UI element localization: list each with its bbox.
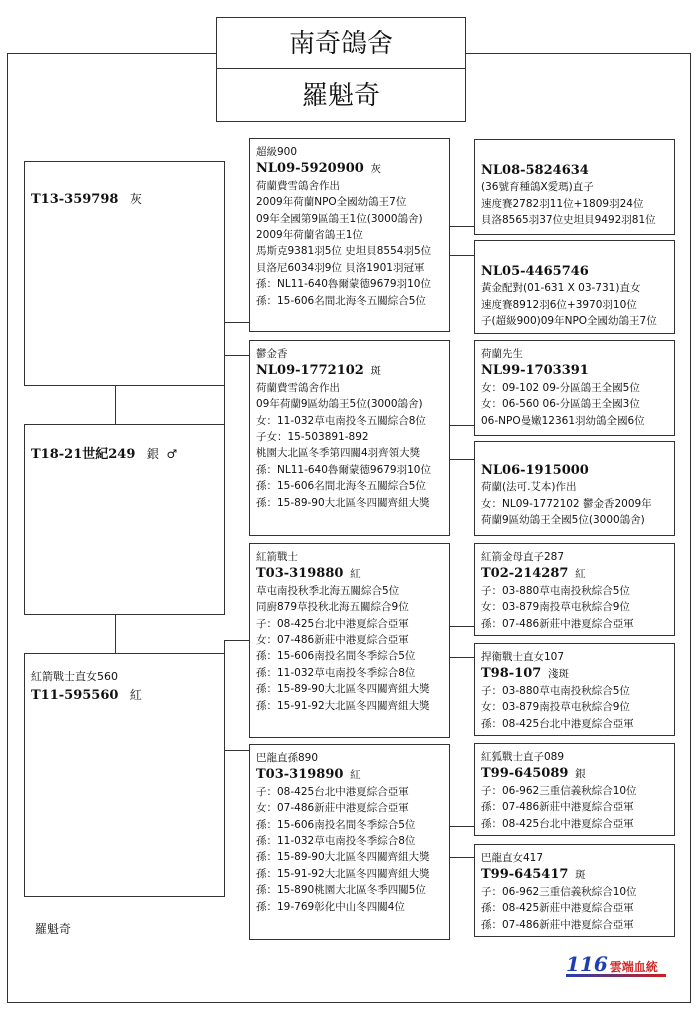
color-label: 銀 (575, 768, 586, 781)
dam-dam-card (249, 744, 450, 940)
note: 孫：NL11-640魯爾蒙德9679羽10位 (256, 278, 431, 291)
connector (224, 322, 250, 323)
sire-card (24, 161, 225, 386)
bird-title: 荷蘭先生 (481, 348, 523, 360)
color-label: 斑 (575, 869, 586, 882)
note: 子：03-880草屯南投秋綜合5位 (481, 584, 630, 597)
ring-number: NL09-1772102 (256, 363, 364, 379)
ring-number: T03-319890 (256, 767, 344, 783)
note: 子：08-425台北中港夏綜合亞軍 (256, 617, 409, 630)
ring-number: NL99-1703391 (481, 363, 589, 379)
ring-number: T11-595560 (31, 688, 119, 703)
bird-title: 巴龍直孫890 (256, 752, 319, 764)
note: 孫：08-425台北中港夏綜合亞軍 (481, 817, 634, 830)
note: 孫：07-486新莊中港夏綜合亞軍 (481, 918, 634, 931)
note: 孫：07-486新莊中港夏綜合亞軍 (481, 617, 634, 630)
note: 2009年荷蘭NPO全國幼鴿王7位 (256, 196, 407, 209)
note: 女：09-102 09-分區鴿王全國5位 (481, 381, 640, 394)
bird-title: 紅箭金母直子287 (481, 551, 565, 563)
color-label: 斑 (370, 365, 382, 378)
bird-name-title: 羅魁奇 (216, 68, 466, 122)
bird-title: 巴龍直女417 (481, 852, 544, 864)
connector (449, 425, 475, 426)
note: 桃園大北區冬季第四關4羽齊領大獎 (256, 447, 421, 460)
note: 孫：15-91-92大北區冬四關齊組大獎 (256, 867, 430, 880)
note: 孫：15-606名間北海冬五關綜合5位 (256, 294, 426, 307)
ring-number: NL05-4465746 (481, 264, 589, 279)
color-label: 紅 (350, 568, 361, 581)
ancestor-card-3 (474, 340, 675, 436)
color-label: 淺斑 (547, 668, 569, 681)
dam-card (24, 653, 225, 897)
note: 女：03-879南投草屯秋綜合9位 (481, 701, 630, 714)
bird-title: 超級900 (256, 146, 298, 158)
subject-card (24, 424, 225, 615)
ring-number: T99-645417 (481, 867, 569, 883)
footer-bird-name: 羅魁奇 (35, 922, 72, 936)
ancestor-card-6 (474, 643, 675, 736)
note: 速度賽2782羽11位+1809羽24位 (481, 197, 644, 210)
note: 2009年荷蘭省鴿王1位 (256, 229, 363, 242)
note: 孫：15-89-90大北區冬四關齊組大獎 (256, 851, 430, 864)
note: 子：06-962三重信義秋綜合10位 (481, 885, 637, 898)
color-label: 紅 (575, 568, 586, 581)
note: 子：03-880草屯南投秋綜合5位 (481, 684, 630, 697)
note: 孫：15-91-92大北區冬四關齊組大獎 (256, 699, 430, 712)
note: 荷蘭(法可.艾本)作出 (481, 481, 577, 494)
ring-number: T18-21世紀249 (31, 447, 136, 462)
note: 孫：NL11-640魯爾蒙德9679羽10位 (256, 463, 431, 476)
ancestor-card-8 (474, 844, 675, 937)
note: 女：03-879南投草屯秋綜合9位 (481, 601, 630, 614)
dam-sire-card (249, 543, 450, 738)
note: 女：NL09-1772102 鬱金香2009年 (481, 497, 652, 510)
sex-symbol: ♂ (166, 447, 178, 461)
connector (449, 857, 475, 858)
color-label: 灰 (370, 163, 382, 176)
note: 女：11-032草屯南投冬五關綜合8位 (256, 414, 426, 427)
ring-number: NL06-1915000 (481, 463, 589, 478)
connector (224, 640, 250, 641)
ancestor-card-1 (474, 139, 675, 235)
connector (449, 459, 475, 460)
note: (36號育種鴿X愛瑪)直子 (481, 181, 594, 194)
note: 女：07-486新莊中港夏綜合亞軍 (256, 802, 409, 815)
ancestor-card-5 (474, 543, 675, 636)
note: 孫：15-890桃園大北區冬季四關5位 (256, 884, 426, 897)
note: 孫：08-425新莊中港夏綜合亞軍 (481, 902, 634, 915)
note: 孫：15-89-90大北區冬四關齊組大獎 (256, 683, 430, 696)
note: 孫：15-89-90大北區冬四關齊組大獎 (256, 496, 430, 509)
note: 孫：08-425台北中港夏綜合亞軍 (481, 717, 634, 730)
note: 孫：15-606南投名間冬季綜合5位 (256, 818, 416, 831)
note: 孫：11-032草屯南投冬季綜合8位 (256, 835, 416, 848)
ring-number: T99-645089 (481, 766, 569, 782)
note: 孫：15-606南投名間冬季綜合5位 (256, 650, 416, 663)
note: 速度賽8912羽6位+3970羽10位 (481, 298, 637, 311)
note: 孫：15-606名間北海冬五關綜合5位 (256, 480, 426, 493)
connector (115, 385, 116, 425)
note: 貝洛8565羽37位史坦貝9492羽81位 (481, 214, 656, 227)
color-label: 銀 (146, 447, 159, 461)
brand-number: 116 (566, 952, 608, 976)
brand-logo (566, 952, 666, 977)
note: 子：08-425台北中港夏綜合亞軍 (256, 785, 409, 798)
color-label: 紅 (350, 769, 361, 782)
connector (449, 626, 475, 627)
note: 子：06-962三重信義秋綜合10位 (481, 784, 637, 797)
connector (224, 355, 250, 356)
ring-number: NL09-5920900 (256, 161, 364, 177)
loft-title: 南奇鴿舍 (216, 17, 466, 69)
connector (449, 226, 475, 227)
bird-title: 紅箭戰士 (256, 551, 298, 563)
bird-title: 紅箭戰士直女560 (31, 670, 118, 683)
brand-text: 雲端血統 (609, 960, 658, 974)
sire-sire-card (249, 138, 450, 332)
ring-number: T03-319880 (256, 566, 344, 582)
ancestor-card-4 (474, 441, 675, 536)
bird-title: 鬱金香 (256, 348, 288, 360)
ring-number: NL08-5824634 (481, 163, 589, 178)
note: 荷蘭費雪鴿舍作出 (256, 179, 340, 192)
note: 荷蘭費雪鴿舍作出 (256, 381, 340, 394)
note: 06-NPO曼嫩12361羽幼鴿全國6位 (481, 414, 645, 427)
connector (449, 826, 475, 827)
note: 孫：07-486新莊中港夏綜合亞軍 (481, 801, 634, 814)
bird-title: 紅狐戰士直子089 (481, 751, 565, 763)
note: 孫：11-032草屯南投冬季綜合8位 (256, 666, 416, 679)
note: 孫：19-769彰化中山冬四關4位 (256, 900, 405, 913)
connector (449, 255, 475, 256)
connector (224, 750, 250, 751)
note: 09年全國第9區鴿王1位(3000鴿舍) (256, 212, 423, 225)
color-label: 紅 (129, 688, 142, 702)
note: 黃金配對(01-631 X 03-731)直女 (481, 282, 641, 295)
note: 子女：15-503891-892 (256, 431, 369, 444)
ring-number: T02-214287 (481, 566, 569, 582)
note: 貝洛尼6034羽9位 貝洛1901羽冠軍 (256, 261, 425, 274)
ring-number: T98-107 (481, 666, 542, 682)
sire-dam-card (249, 340, 450, 536)
bird-title: 捍衛戰士直女107 (481, 651, 565, 663)
note: 馬斯克9381羽5位 史坦貝8554羽5位 (256, 245, 432, 258)
note: 同廚879草投秋北海五關綜合9位 (256, 601, 409, 614)
ancestor-card-2 (474, 240, 675, 334)
note: 荷蘭9區幼鴿王全國5位(3000鴿舍) (481, 514, 645, 527)
note: 女：07-486新莊中港夏綜合亞軍 (256, 634, 409, 647)
color-label: 灰 (129, 192, 142, 206)
note: 草屯南投秋季北海五關綜合5位 (256, 584, 400, 597)
note: 09年荷蘭9區幼鴿王5位(3000鴿舍) (256, 398, 423, 411)
connector (449, 657, 475, 658)
note: 女：06-560 06-分區鴿王全國3位 (481, 398, 640, 411)
ring-number: T13-359798 (31, 192, 119, 207)
note: 子(超級900)09年NPO全國幼鴿王7位 (481, 315, 657, 328)
ancestor-card-7 (474, 743, 675, 836)
connector (115, 614, 116, 654)
